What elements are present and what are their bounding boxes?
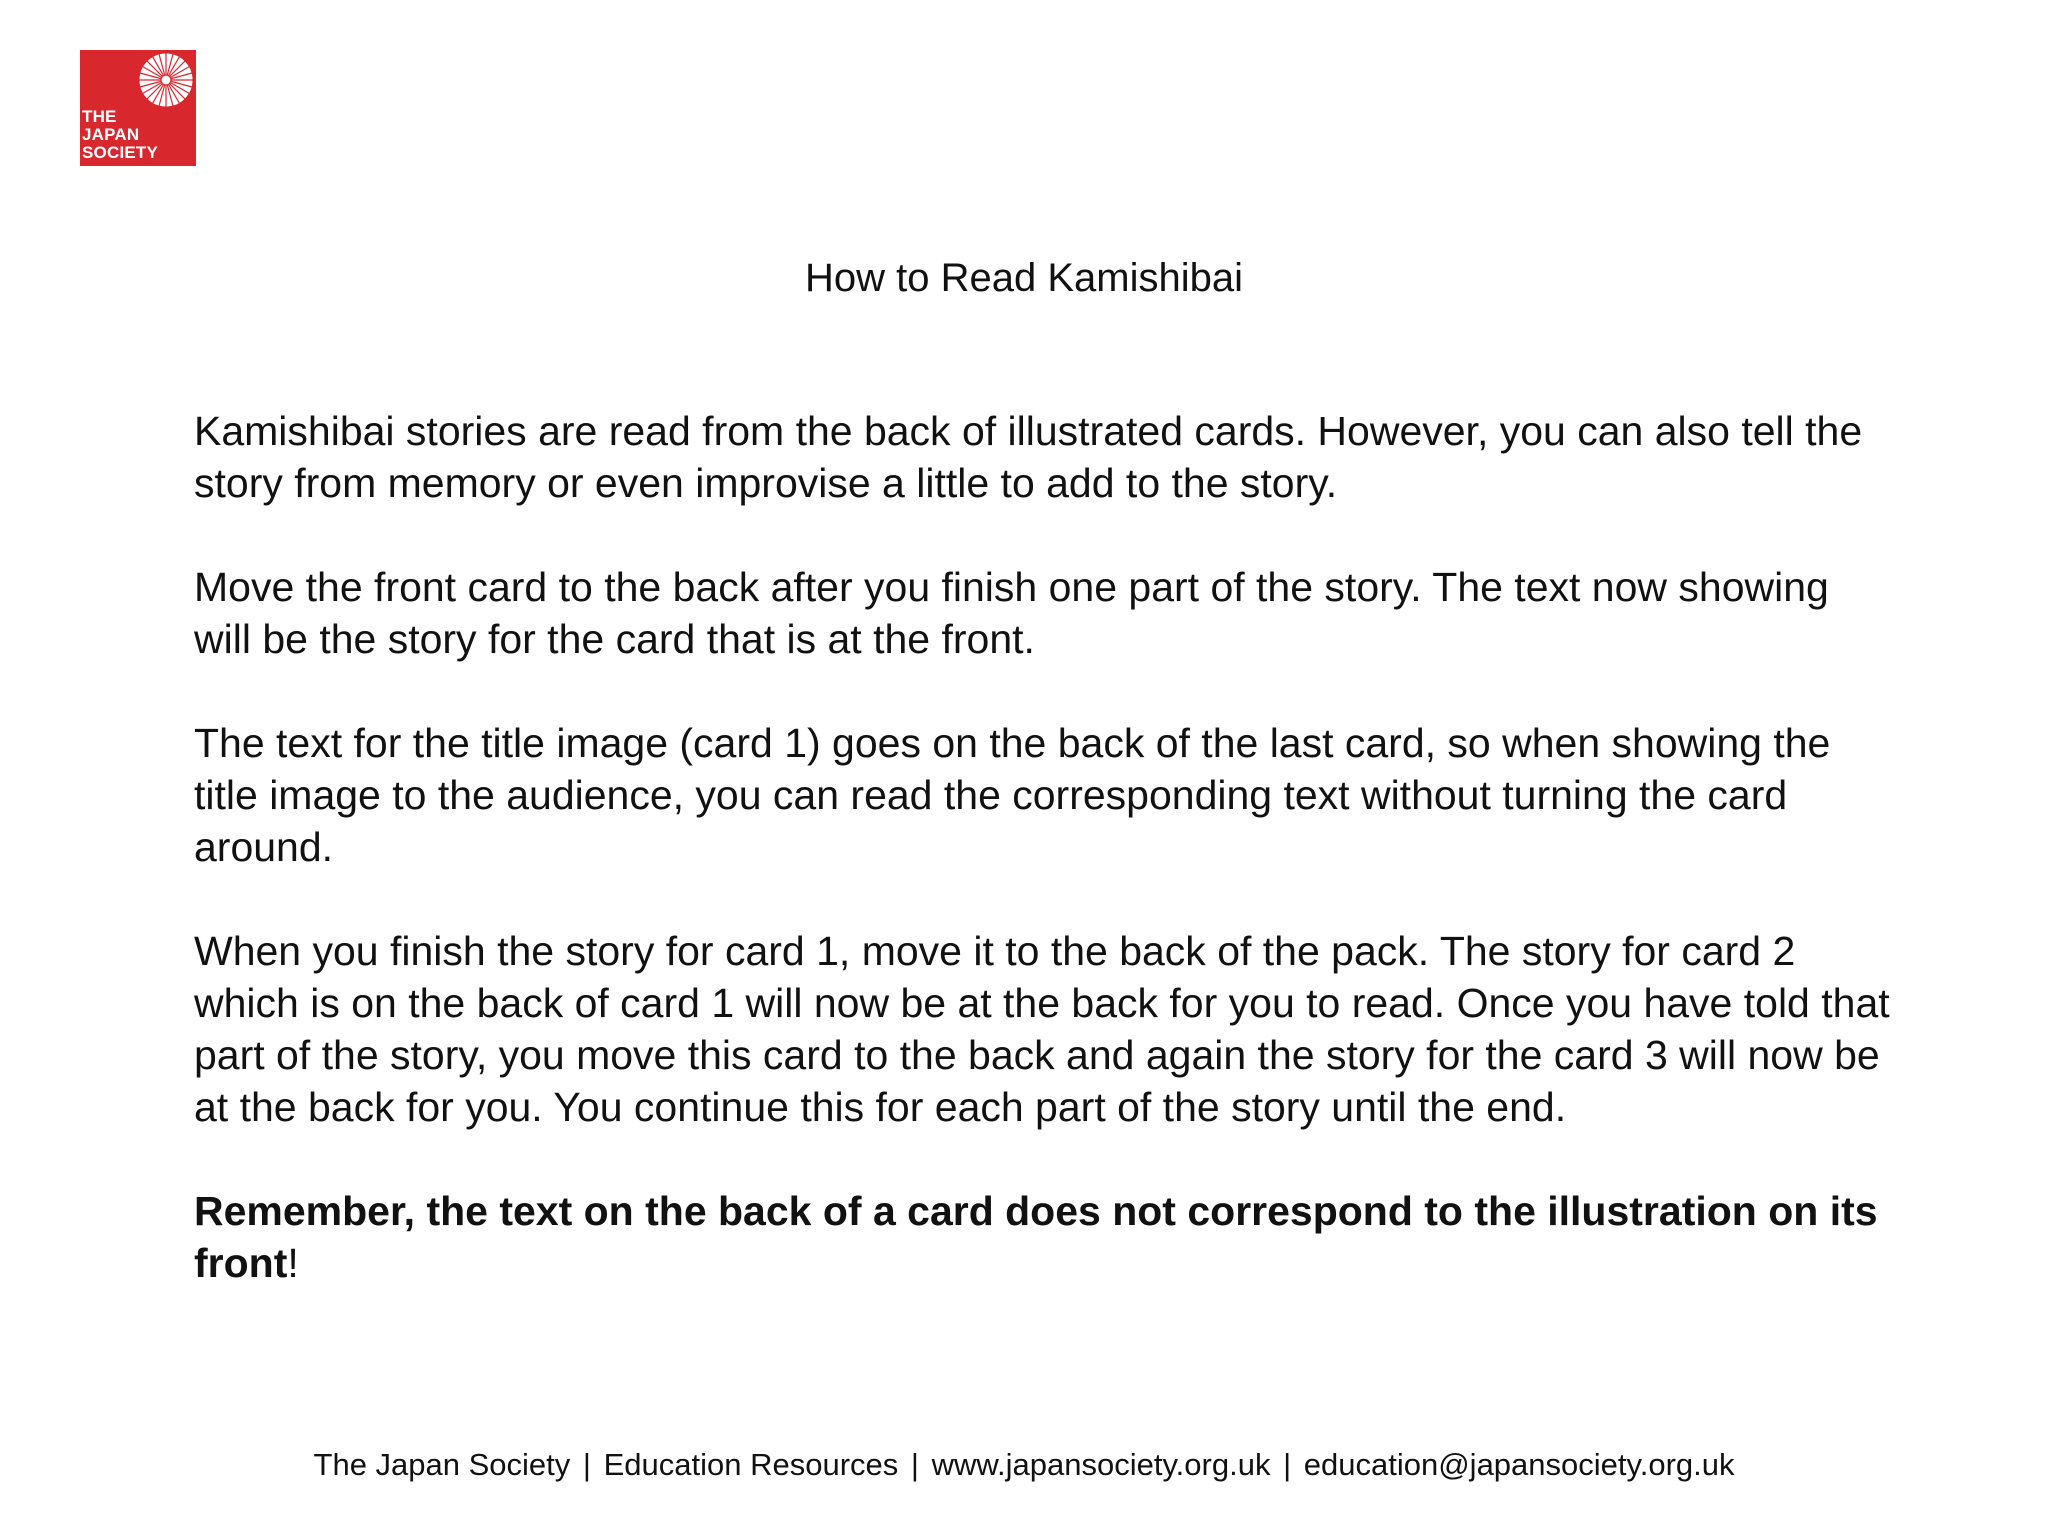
- paragraph-3: The text for the title image (card 1) goes on the back of the last card, so when showing the title image to the audience, you can read the corresponding text without turning the card around.: [194, 720, 1831, 870]
- footer-org: The Japan Society: [313, 1447, 571, 1482]
- footer: [0, 1445, 2048, 1485]
- logo-line-2: JAPAN: [82, 125, 140, 144]
- reminder-exclamation: !: [287, 1240, 299, 1286]
- page-title: How to Read Kamishibai: [805, 256, 1243, 300]
- chrysanthemum-icon: [138, 52, 194, 108]
- paragraph-4: When you finish the story for card 1, move it to the back of the pack. The story for card 2 which is on the back of card 1 will now be at the back for you to read. Once you have told that part of the story, you move this card to the back and again the story for the card 3 will now be at the back for you. You continue this for each part of the story until the end.: [194, 928, 1890, 1130]
- paragraph-2: Move the front card to the back after you finish one part of the story. The text now showing will be the story for the card that is at the front.: [194, 564, 1829, 662]
- footer-separator: |: [582, 1447, 591, 1482]
- instructions-body: [194, 405, 1894, 1341]
- logo-line-1: THE: [82, 107, 117, 126]
- footer-email: education@japansociety.org.uk: [1303, 1447, 1735, 1482]
- footer-website: www.japansociety.org.uk: [931, 1447, 1271, 1482]
- reminder-paragraph: [194, 1185, 1894, 1289]
- logo-wordmark: [82, 108, 158, 162]
- japan-society-logo: [80, 50, 196, 166]
- footer-section: Education Resources: [603, 1447, 899, 1482]
- logo-line-3: SOCIETY: [82, 143, 159, 162]
- footer-separator: |: [910, 1447, 919, 1482]
- reminder-bold-text: Remember, the text on the back of a card does not correspond to the illustration on its front: [194, 1188, 1878, 1286]
- paragraph-1: Kamishibai stories are read from the back of illustrated cards. However, you can also tell the story from memory or even improvise a little to add to the story.: [194, 408, 1863, 506]
- footer-separator: |: [1283, 1447, 1292, 1482]
